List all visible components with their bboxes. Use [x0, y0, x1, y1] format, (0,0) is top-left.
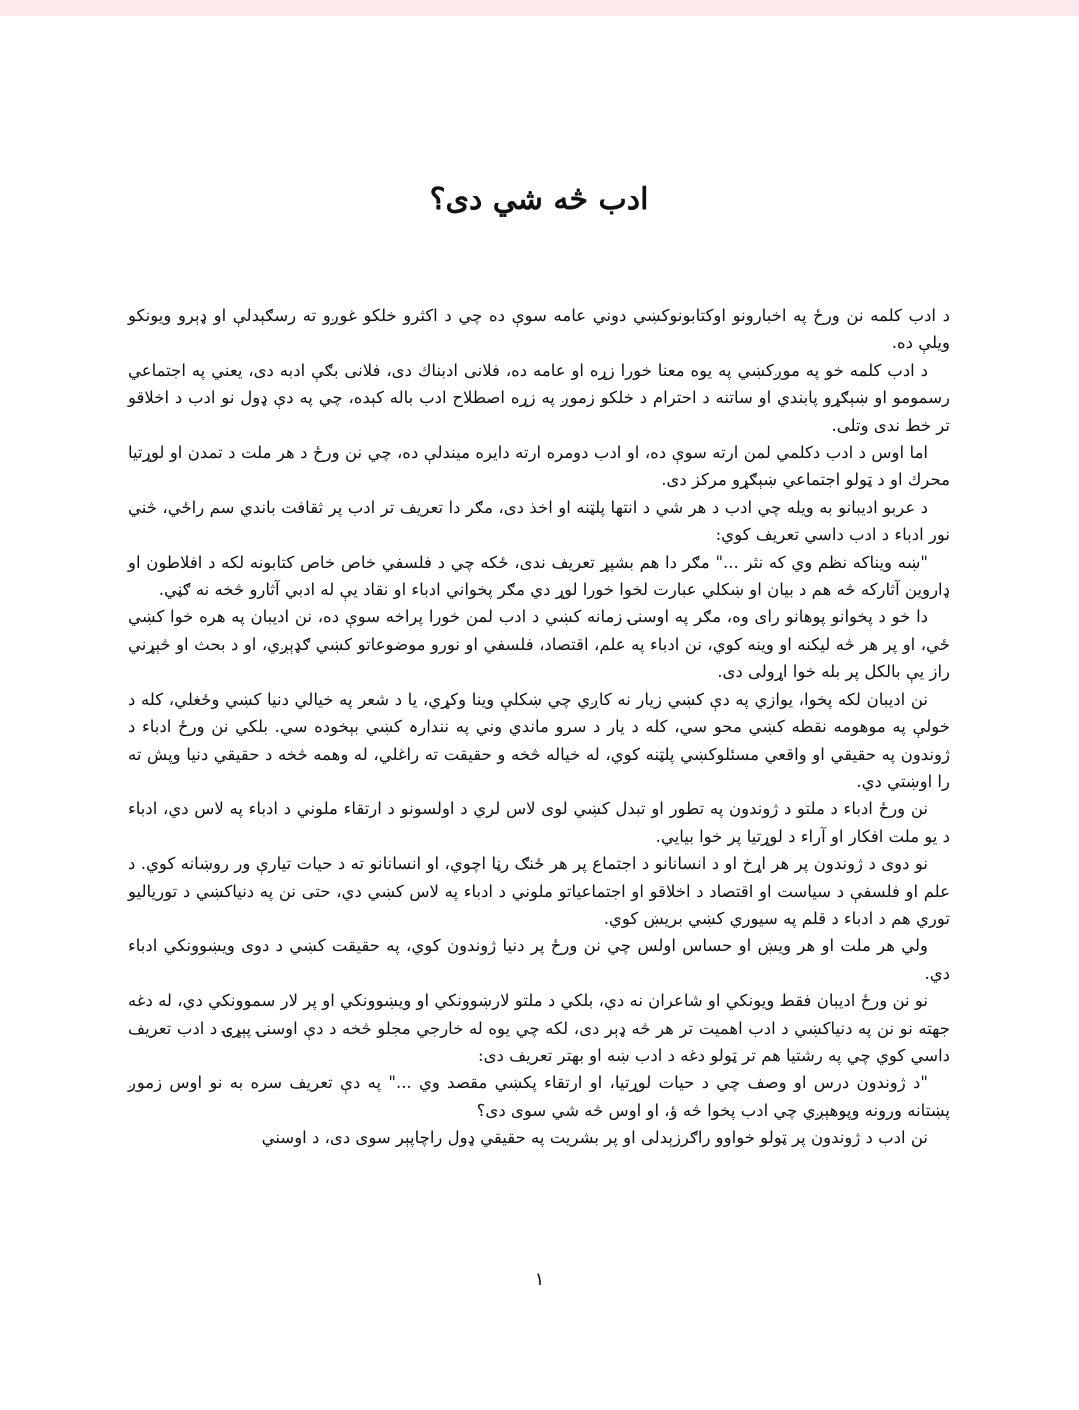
paragraph: نو نن ورځ ادیبان فقط ویونکي او شاعران نه دي، بلکي د ملتو لارښوونکي او ویښوونکي او پر لار سموونکي دي، له دغه جهته نو نن په دنیاکښي د ادب اهمیت تر هر څه ډېر دی، لکه چي یوه له خارجي مجلو څخه د دې اوسنۍ پېړۍ د ادب تعریف داسي کوي چي په رشتیا هم تر ټولو دغه د ادب ښه او بهتر تعریف دی:	[128, 991, 950, 1065]
paragraph: نن ورځ ادباء د ملتو د ژوندون په تطور او تبدل کښي لوی لاس لري د اولسونو د ارتقاء ملوني د ادباء په لاس دي، ادباء د یو ملت افکار او آراء د لوړتیا پر خوا بیايي.	[128, 799, 950, 846]
paragraph: د عربو ادیبانو به ویله چي ادب د هر شي د انتها پلټنه او اخذ دی، مګر دا تعریف تر ادب پر ثقافت باندي سم راځي، څني نور ادباء د ادب داسي تعریف کوي:	[128, 497, 950, 545]
paragraph: دا خو د پخوانو پوهانو رای وه، مګر په اوسنۍ زمانه کښي د ادب لمن خورا پراخه سوې ده، نن ادیبان په هره خوا کښي ځي، او پر هر څه لیکنه او وینه کوي، نن ادباء په علم، اقتصاد، فلسفي او نورو موضوعاتو کښي ګډېږي، او د بحث او څېړني راز یې بالکل پر بله خوا اړولی دی.	[128, 607, 950, 682]
paragraph: نن ادب د ژوندون پر ټولو خواوو راګرزېدلی او پر بشریت په حقیقي ډول راچاپېر سوی دی، د اوسني	[261, 1128, 928, 1148]
paragraph: نن ادیبان لکه پخوا، یوازي په دې کښي زیار نه کاږي چي ښکلې وینا وکړي، یا د شعر په خیالي دنیا کښي وځغلي، کله د خولې په موهومه نقطه کښي محو سي، کله د یار د سرو ماندي وني په نندارہ کښي بېخوده سي. بلکي نن ورځ ادباء د ژوندون په حقیقي او واقعي مسئلوکښي پلټنه کوي، له خیاله څخه و حقیقت ته راغلي، له وهمه څخه د حقیقي دنیا وپش ته را اوښتي دي.	[128, 689, 950, 791]
page-title: ادب څه شي دی؟	[429, 182, 649, 217]
quote-paragraph: "ښه ویناکه نظم وي که نثر ..." مګر دا هم بشپړ تعریف ندی، ځکه چي د فلسفي خاص خاص کتابونه لکه د افلاطون او ډاروین آثارکه څه هم د بیان او ښکلي عبارت لخوا خورا لوړ دي مګر پخواني ادباء او نقاد یې له ادبي آثارو څخه نه ګڼي.	[128, 552, 950, 600]
top-color-strip	[0, 0, 1079, 16]
paragraph: نو دوی د ژوندون پر هر اړخ او د انسانانو د اجتماع پر هر ځنګ رڼا اچوي، او انسانانو ته د حیات تیارې ور روښانه کوي. د علم او فلسفې د سیاست او اقتصاد د اخلاقو او اجتماعیاتو ملوني د ادباء په لاس کښي دي، حتی نن په دنیاکښي د توریالیو توري هم د ادباء د قلم په سیوري کښي بریښ کوي.	[128, 854, 950, 928]
page-number: ١	[534, 1269, 545, 1290]
paragraph: ولي هر ملت او هر ویښ او حساس اولس چي نن ورځ پر دنیا ژوندون کوي، په حقیقت کښي د دوی ویښوونکي ادباء دي.	[128, 936, 950, 983]
paragraph: د ادب کلمه نن ورځ په اخبارونو اوکتابونوکښي دوني عامه سوې ده چي د اکثرو خلکو غوږو ته رسګېدلې او ډېرو ویونکو ویلې ده.	[128, 306, 950, 353]
document-page	[128, 160, 950, 1152]
document-body	[128, 302, 950, 1152]
paragraph: اما اوس د ادب دکلمي لمن ارته سوې ده، او ادب دومره ارته دایره میندلې ده، چي نن ورځ د هر ملت د تمدن او لوړتیا محرك او د ټولو اجتماعي ښېګړو مرکز دی.	[128, 443, 950, 490]
paragraph: د ادب کلمه خو په موږکښي په یوه معنا خورا زړه او عامه ده، فلانی ادبناك دی، فلانی بګې ادبه دی، یعني په اجتماعي رسمومو او ښېګړو پابندي او ساتنه د احترام د خلکو زموږ په زړه اصطلاح ادب باله کېده، چي په دې ډول نو ادب د اخلاقو تر خط ندی وتلی.	[128, 360, 950, 435]
quote-paragraph: "د ژوندون درس او وصف چي د حیات لوړتیا، او ارتقاء پکښي مقصد وي ..." په دې تعریف سره به نو اوس زموږ پښتانه ورونه وپوهېږي چي ادب پخوا څه ؤ، او اوس څه شي سوی دی؟	[128, 1073, 950, 1120]
